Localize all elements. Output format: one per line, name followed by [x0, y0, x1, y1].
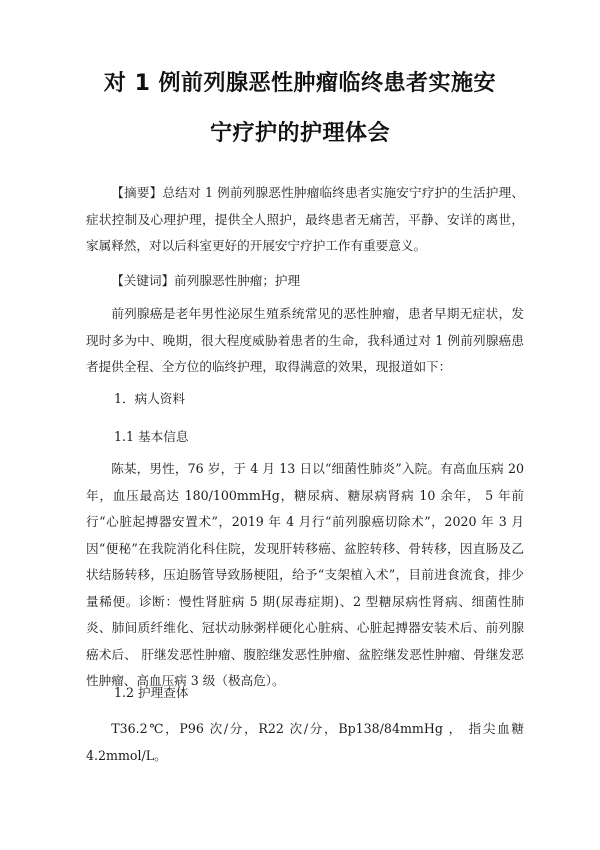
abstract-label: 【摘要】 — [111, 185, 163, 200]
keywords-text: 前列腺恶性肿瘤；护理 — [174, 273, 301, 288]
basic-info-paragraph: 陈某，男性，76 岁，于 4 月 13 日以“细菌性肺炎”入院。有高血压病 20 年，血压最高达 180/100mmHg，糖尿病、糖尿病肾病 10 余年， 5 年前行“心脏起搏器安置术”，2019 年 4 月行“前列腺癌切除术”，2020 年 3 月因“便秘”在我院消化科住院，发现肝转移癌、盆腔转移、骨转移，因直肠及乙状结肠转移，压迫肠管导致肠梗阻，给予“支架植入术”，目前进食流食，排少量稀便。诊断：慢性肾脏病 5 期(尿毒症期)、2 型糖尿病性肾病、细菌性肺炎、肺间质纤维化、冠状动脉粥样硬化心脏病、心脏起搏器安装术后、前列腺癌术后、 肝继发恶性肿瘤、腹腔继发恶性肿瘤、盆腔继发恶性肿瘤、骨继发恶性肿瘤、高血压病 3 级（极高危）。 — [86, 461, 524, 688]
section-1-1-heading: 1.1 基本信息 — [114, 429, 189, 444]
section-1-heading: 1．病人资料 — [114, 391, 185, 406]
intro-paragraph: 前列腺癌是老年男性泌尿生殖系统常见的恶性肿瘤，患者早期无症状，发现时多为中、晚期，很大程度威胁着患者的生命，我科通过对 1 例前列腺癌患者提供全程、全方位的临终护理，取得满意的效果，现报道如下： — [86, 306, 524, 374]
keywords-paragraph — [86, 268, 524, 295]
title-line-1: 对 1 例前列腺恶性肿瘤临终患者实施安 — [103, 71, 497, 96]
abstract-paragraph — [86, 180, 524, 260]
section-1-2-heading: 1.2 护理查体 — [114, 685, 189, 700]
keywords-label: 【关键词】 — [111, 273, 175, 288]
title-line-2: 宁疗护的护理体会 — [209, 121, 390, 146]
nursing-exam-paragraph: T36.2℃，P96 次/分，R22 次/分，Bp138/84mmHg ， 指尖血糖 4.2mmol/L。 — [86, 721, 524, 763]
abstract-text: 总结对 1 例前列腺恶性肿瘤临终患者实施安宁疗护的生活护理、症状控制及心理护理，提供全人照护，最终患者无痛苦，平静、安详的离世，家属释然，对以后科室更好的开展安宁疗护工作有重要意义。 — [86, 185, 524, 253]
